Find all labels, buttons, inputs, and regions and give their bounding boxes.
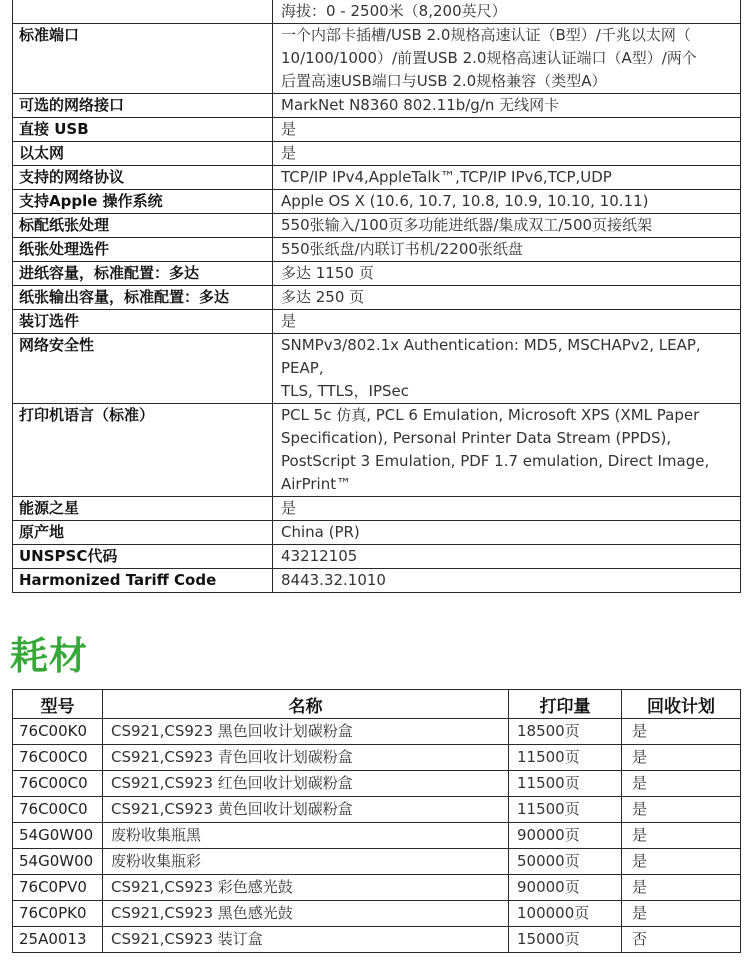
- table-row: [13, 927, 741, 953]
- spec-value-line: 是: [281, 312, 297, 330]
- cell-yield: 50000页: [509, 849, 622, 875]
- spec-value: [273, 118, 741, 142]
- spec-value-line: 多达 1150 页: [281, 264, 374, 282]
- spec-key-empty: [13, 0, 273, 24]
- spec-value: [273, 262, 741, 286]
- cell-model: 76C00K0: [13, 719, 103, 745]
- spec-value-line: 43212105: [281, 547, 358, 565]
- spec-row: [13, 569, 741, 593]
- spec-key: 直接 USB: [13, 118, 273, 142]
- spec-row: [13, 166, 741, 190]
- cell-name: CS921,CS923 黄色回收计划碳粉盒: [103, 797, 509, 823]
- cell-name: CS921,CS923 红色回收计划碳粉盒: [103, 771, 509, 797]
- spec-value-line: TLS, TTLS，IPSec: [281, 382, 409, 400]
- spec-key: 进纸容量，标准配置：多达: [13, 262, 273, 286]
- spec-value: [273, 545, 741, 569]
- spec-value: [273, 190, 741, 214]
- consumables-table: [12, 689, 741, 953]
- cell-model: 54G0W00: [13, 849, 103, 875]
- spec-value-line: SNMPv3/802.1x Authentication: MD5, MSCHAPv2, LEAP, PEAP,: [281, 336, 701, 377]
- cell-model: 76C0PV0: [13, 875, 103, 901]
- header-name: 名称: [103, 690, 509, 719]
- spec-row: [13, 24, 741, 94]
- cell-recycle: 是: [622, 719, 741, 745]
- spec-key: 可选的网络接口: [13, 94, 273, 118]
- cell-recycle: 是: [622, 823, 741, 849]
- table-row: [13, 745, 741, 771]
- spec-key: 纸张输出容量，标准配置：多达: [13, 286, 273, 310]
- cell-recycle: 是: [622, 849, 741, 875]
- spec-key: 原产地: [13, 521, 273, 545]
- header-recycle: 回收计划: [622, 690, 741, 719]
- cell-yield: 15000页: [509, 927, 622, 953]
- spec-row: [13, 497, 741, 521]
- spec-value-line: Apple OS X (10.6, 10.7, 10.8, 10.9, 10.10, 10.11): [281, 192, 649, 210]
- spec-value: [273, 166, 741, 190]
- spec-table-body: [13, 0, 741, 593]
- spec-value: [273, 142, 741, 166]
- cell-name: 废粉收集瓶黑: [103, 823, 509, 849]
- cell-model: 76C00C0: [13, 771, 103, 797]
- cell-recycle: 是: [622, 745, 741, 771]
- spec-value-line: PostScript 3 Emulation, PDF 1.7 emulation, Direct Image,: [281, 452, 710, 470]
- spec-key: Harmonized Tariff Code: [13, 569, 273, 593]
- spec-value: [273, 521, 741, 545]
- spec-value-altitude: 海拔：0 - 2500米（8,200英尺）: [273, 0, 741, 24]
- spec-value-line: 是: [281, 144, 297, 162]
- cell-recycle: 是: [622, 797, 741, 823]
- spec-value: [273, 214, 741, 238]
- cell-name: CS921,CS923 黑色感光鼓: [103, 901, 509, 927]
- spec-key: 能源之星: [13, 497, 273, 521]
- spec-value-line: 是: [281, 499, 297, 517]
- spec-row: [13, 214, 741, 238]
- spec-key: 打印机语言（标准）: [13, 404, 273, 497]
- spec-row: [13, 238, 741, 262]
- spec-value-line: 多达 250 页: [281, 288, 365, 306]
- spec-value-line: MarkNet N8360 802.11b/g/n 无线网卡: [281, 96, 560, 114]
- spec-value-line: China (PR): [281, 523, 360, 541]
- spec-row: [13, 118, 741, 142]
- spec-key: 支持Apple 操作系统: [13, 190, 273, 214]
- spec-row: [13, 142, 741, 166]
- spec-table: [12, 0, 741, 593]
- spec-row: [13, 94, 741, 118]
- consumables-heading: 耗材: [10, 634, 89, 678]
- cell-recycle: 是: [622, 901, 741, 927]
- spec-value-line: 550张输入/100页多功能进纸器/集成双工/500页接纸架: [281, 216, 653, 234]
- spec-value-line: 10/100/1000）/前置USB 2.0规格高速认证端口（A型）/两个: [281, 49, 697, 67]
- spec-value: [273, 497, 741, 521]
- spec-row-altitude: [13, 0, 741, 24]
- spec-value-line: PCL 5c 仿真, PCL 6 Emulation, Microsoft XPS (XML Paper: [281, 406, 700, 424]
- cell-yield: 90000页: [509, 875, 622, 901]
- cell-yield: 100000页: [509, 901, 622, 927]
- spec-key: 网络安全性: [13, 334, 273, 404]
- header-model: 型号: [13, 690, 103, 719]
- spec-value-line: 一个内部卡插槽/USB 2.0规格高速认证（B型）/千兆以太网（: [281, 26, 691, 44]
- table-row: [13, 849, 741, 875]
- cell-yield: 11500页: [509, 771, 622, 797]
- cell-model: 25A0013: [13, 927, 103, 953]
- spec-value-line: 8443.32.1010: [281, 571, 386, 589]
- spec-key: 标准端口: [13, 24, 273, 94]
- consumables-table-body: [13, 719, 741, 953]
- table-row: [13, 875, 741, 901]
- spec-row: [13, 190, 741, 214]
- header-yield: 打印量: [509, 690, 622, 719]
- cell-recycle: 是: [622, 771, 741, 797]
- spec-row: [13, 521, 741, 545]
- spec-value-line: 是: [281, 120, 297, 138]
- spec-key: 纸张处理选件: [13, 238, 273, 262]
- spec-value: [273, 569, 741, 593]
- spec-value: [273, 286, 741, 310]
- spec-row: [13, 262, 741, 286]
- consumables-header-row: [13, 690, 741, 719]
- cell-name: CS921,CS923 彩色感光鼓: [103, 875, 509, 901]
- spec-value: [273, 94, 741, 118]
- spec-row: [13, 404, 741, 497]
- spec-value-line: AirPrint™: [281, 475, 352, 493]
- table-row: [13, 771, 741, 797]
- cell-yield: 18500页: [509, 719, 622, 745]
- spec-value: [273, 334, 741, 404]
- spec-value: [273, 238, 741, 262]
- spec-value-line: 550张纸盘/内联订书机/2200张纸盘: [281, 240, 523, 258]
- spec-row: [13, 310, 741, 334]
- cell-model: 76C0PK0: [13, 901, 103, 927]
- spec-value-line: Specification), Personal Printer Data Stream (PPDS),: [281, 429, 672, 447]
- spec-key: UNSPSC代码: [13, 545, 273, 569]
- table-row: [13, 823, 741, 849]
- cell-model: 76C00C0: [13, 745, 103, 771]
- spec-value: [273, 310, 741, 334]
- spec-value-line: 后置高速USB端口与USB 2.0规格兼容（类型A）: [281, 72, 607, 90]
- table-row: [13, 719, 741, 745]
- cell-yield: 11500页: [509, 745, 622, 771]
- cell-name: 废粉收集瓶彩: [103, 849, 509, 875]
- spec-value: [273, 24, 741, 94]
- cell-model: 54G0W00: [13, 823, 103, 849]
- cell-yield: 90000页: [509, 823, 622, 849]
- spec-value-line: TCP/IP IPv4,AppleTalk™,TCP/IP IPv6,TCP,UDP: [281, 168, 612, 186]
- spec-row: [13, 545, 741, 569]
- spec-value: [273, 404, 741, 497]
- cell-name: CS921,CS923 装订盒: [103, 927, 509, 953]
- spec-key: 标配纸张处理: [13, 214, 273, 238]
- spec-row: [13, 334, 741, 404]
- spec-row: [13, 286, 741, 310]
- spec-key: 装订选件: [13, 310, 273, 334]
- cell-model: 76C00C0: [13, 797, 103, 823]
- table-row: [13, 797, 741, 823]
- cell-recycle: 否: [622, 927, 741, 953]
- cell-name: CS921,CS923 青色回收计划碳粉盒: [103, 745, 509, 771]
- cell-yield: 11500页: [509, 797, 622, 823]
- spec-key: 支持的网络协议: [13, 166, 273, 190]
- table-row: [13, 901, 741, 927]
- cell-recycle: 是: [622, 875, 741, 901]
- cell-name: CS921,CS923 黑色回收计划碳粉盒: [103, 719, 509, 745]
- spec-key: 以太网: [13, 142, 273, 166]
